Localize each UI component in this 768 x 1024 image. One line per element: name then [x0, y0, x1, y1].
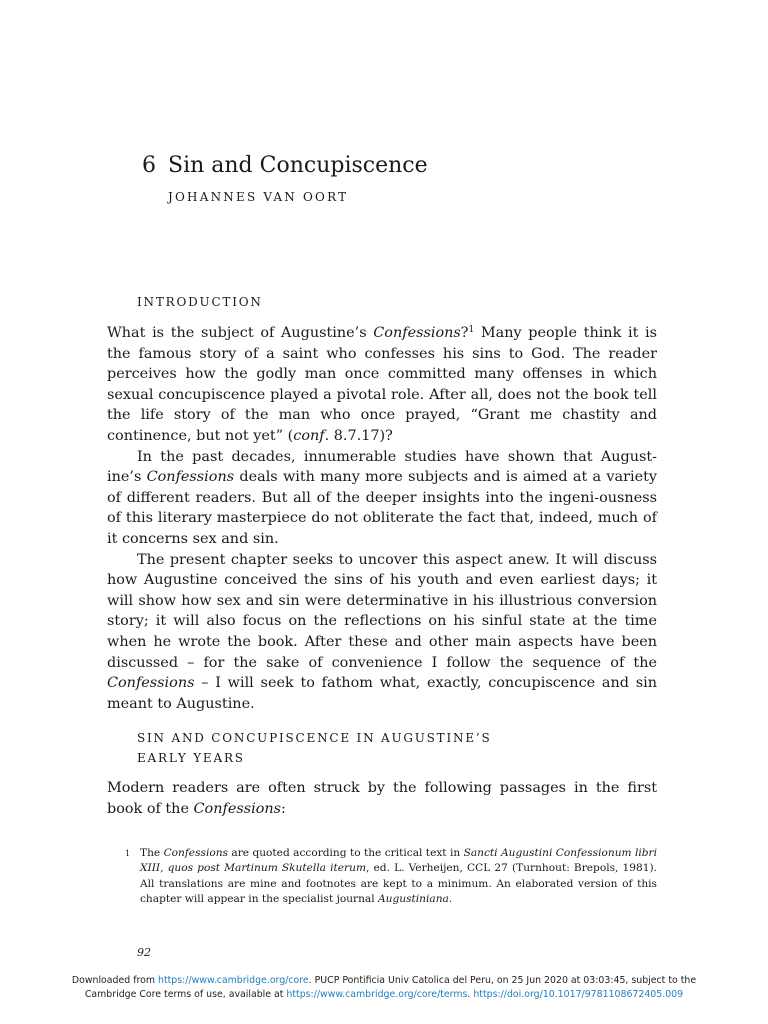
download-notice-line	[0, 988, 768, 1002]
chapter-title	[142, 153, 428, 178]
text-run: In the past decades, innumerable studies have shown that August-ine’s	[107, 448, 657, 486]
italic-title: Confessions	[373, 325, 461, 341]
italic-title: Confessions	[146, 469, 235, 486]
introduction-text	[107, 323, 657, 714]
footnote-marker: 1	[125, 849, 131, 858]
text-run: . PUCP Pontificia Univ Catolica del Peru, on 25 Jun 2020 at 03:03:45, subject to the	[308, 975, 697, 986]
terms-link[interactable]: https://www.cambridge.org/core/terms	[286, 989, 468, 1000]
footnote	[125, 846, 658, 908]
footnote-text	[128, 846, 657, 908]
italic-title: Sancti Augustini Confessionum libri XIII, quos post Martinum Skutella iterum	[140, 847, 657, 875]
text-run: are quoted according to the critical text in	[227, 847, 464, 859]
download-notice	[0, 974, 768, 1002]
section-heading-line: SIN AND CONCUPISCENCE IN AUGUSTINE’S	[137, 731, 492, 745]
early-years-text	[107, 778, 657, 819]
chapter-author: JOHANNES VAN OORT	[168, 190, 349, 204]
text-run: ?	[460, 325, 469, 341]
text-run: The present chapter seeks to uncover this aspect anew. It will discuss how Augustine conceived the sins of his youth and even earliest days; it will show how sex and sin were determinative in his illustrious conversion story; it will also focus on the reflections on his sinful state at the time when he wrote the book. After these and other main aspects have been discussed – for the sake of convenience I follow the sequence of the	[107, 551, 657, 671]
italic-title: Confessions	[163, 847, 228, 859]
paragraph	[107, 778, 657, 819]
italic-title: Augustiniana	[378, 893, 449, 906]
paragraph	[107, 323, 657, 447]
text-run: Cambridge Core terms of use, available at	[84, 989, 287, 1000]
text-run: , ed. L. Verheijen, CCL 27 (Turnhout: Brepols, 1981). All translations are mine and footnotes are kept to a minimum. An elaborated version of this chapter will appear in the specialist journal	[140, 862, 658, 906]
italic-title: Confessions	[193, 800, 282, 817]
paragraph	[107, 447, 657, 550]
text-run: – I will seek to fathom what, exactly, concupiscence and sin meant to Augustine.	[107, 675, 657, 712]
doi-link[interactable]: https://doi.org/10.1017/9781108672405.009	[473, 989, 684, 1000]
text-run: :	[281, 800, 286, 817]
italic-title: Confessions	[107, 675, 195, 692]
text-run: Downloaded from	[71, 975, 158, 986]
download-notice-line	[0, 974, 768, 988]
footnote-reference[interactable]: 1	[468, 325, 475, 335]
text-run: . 8.7.17)?	[324, 427, 393, 444]
text-run: Many people think it is the famous story of a saint who confesses his sins to God. The reader perceives how the godly man once committed many offenses in which sexual concupiscence played a pivotal role. After all, does not the book tell the life story of the man who once prayed, “Grant me chastity and continence, but not yet” (	[107, 325, 657, 444]
text-run: The	[140, 847, 164, 859]
section-heading-early-years	[137, 728, 492, 768]
paragraph	[107, 550, 657, 715]
text-run: deals with many more subjects and is aimed at a variety of different readers. But all of the deeper insights into the ingeni-ousness of this literary masterpiece do not obliterate the fact that, indeed, much of it concerns sex and sin.	[107, 469, 657, 547]
section-heading-line: EARLY YEARS	[137, 751, 245, 765]
page-number: 92	[137, 946, 151, 959]
chapter-title-text: Sin and Concupiscence	[168, 153, 428, 178]
text-run: .	[467, 989, 474, 1000]
section-heading-introduction: INTRODUCTION	[137, 295, 263, 309]
core-link[interactable]: https://www.cambridge.org/core	[158, 975, 309, 986]
text-run: Modern readers are often struck by the following passages in the first book of the	[107, 780, 657, 817]
text-run: .	[448, 893, 453, 906]
italic-abbreviation: conf	[293, 427, 325, 444]
chapter-number: 6	[142, 153, 156, 178]
text-run: What is the subject of Augustine’s	[107, 325, 374, 341]
